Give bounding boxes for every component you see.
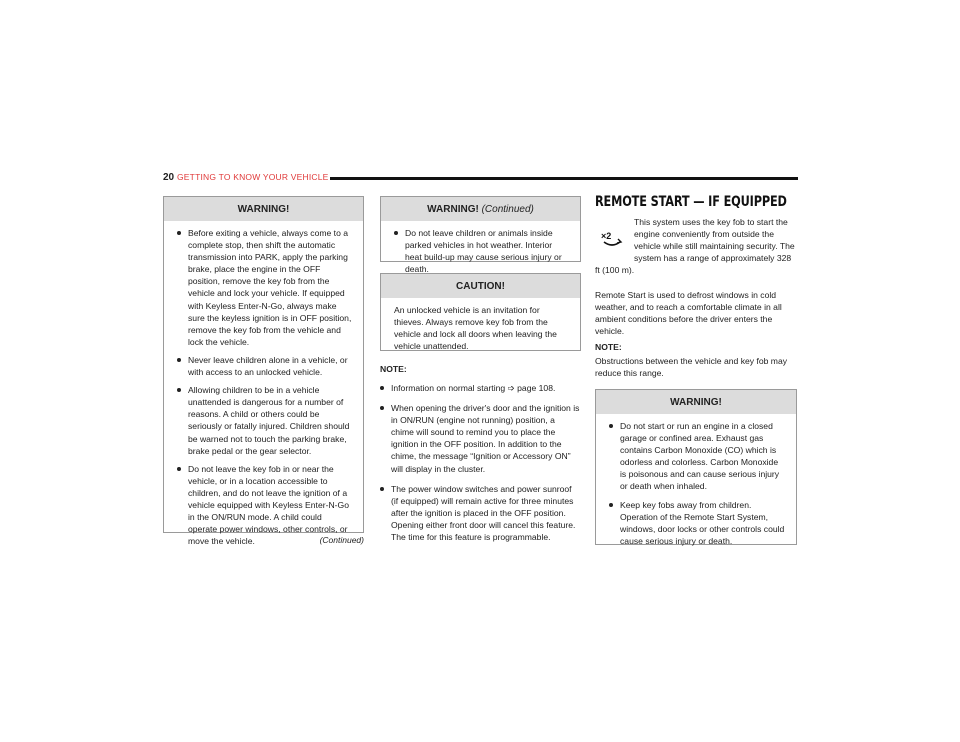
svg-text:×2: ×2 (601, 231, 612, 241)
right-warning-list (609, 420, 786, 547)
section-title: GETTING TO KNOW YOUR VEHICLE (177, 172, 329, 182)
middle-warning-heading: WARNING! (Continued) (381, 197, 580, 221)
list-item: Allowing children to be in a vehicle unattended is dangerous for a number of reasons. A child or others could be seriously or fatally injured. Children should be warned not to touch the parking brake, brake pedal or the gear selector. (177, 384, 353, 457)
note-heading: NOTE: (380, 364, 407, 374)
left-warning-heading: WARNING! (164, 197, 363, 221)
list-item: Never leave children alone in a vehicle, or with access to an unlocked vehicle. (177, 354, 353, 378)
caution-box (380, 273, 581, 351)
list-item: When opening the driver's door and the ignition is in ON/RUN (engine not running) position, a chime will sound to remind you to place the ignition in the OFF position. In addition to the chime, the message “Ignition or Accessory ON” will display in the cluster. (380, 402, 580, 475)
left-warning-list (177, 227, 353, 547)
caution-heading: CAUTION! (381, 274, 580, 298)
notes-list (380, 382, 580, 549)
list-item: Information on normal starting ➩ page 108. (380, 382, 580, 394)
list-item: Do not leave the key fob in or near the vehicle, or in a location accessible to children, and do not leave the ignition of a vehicle equipped with Keyless Enter-N-Go in the ON/RUN mode. A child could operate power windows, other controls, or move the vehicle. (177, 463, 353, 548)
section-heading: REMOTE START — IF EQUIPPED (595, 194, 787, 210)
caution-text: An unlocked vehicle is an invitation for thieves. Always remove key fob from the vehicle and lock all doors when leaving the vehicle unattended. (394, 305, 557, 352)
middle-warning-box (380, 196, 581, 275)
continued-suffix: (Continued) (481, 204, 534, 215)
remote-note-text: Obstructions between the vehicle and key fob may reduce this range. (595, 356, 788, 379)
page-number: 20 (163, 172, 175, 183)
header-rule (330, 177, 798, 180)
list-item: The power window switches and power sunroof (if equipped) will remain active for three minutes after the ignition is placed in the OFF position. Opening either front door will cancel this feature. The time for this feature is programmable. (380, 483, 580, 543)
right-warning-heading: WARNING! (596, 390, 796, 414)
list-item: Before exiting a vehicle, always come to a complete stop, then shift the automatic transmission into PARK, apply the parking brake, place the engine in the OFF position, remove the key fob from the vehicle and lock your vehicle. If equipped with Keyless Enter-N-Go, always make sure the keyless ignition is in OFF position, remove the key fob from the vehicle and lock the vehicle. (177, 227, 353, 348)
list-item: Keep key fobs away from children. Operation of the Remote Start System, windows, door locks or other controls could cause serious injury or death. (609, 499, 786, 547)
list-item: Do not start or run an engine in a closed garage or confined area. Exhaust gas contains Carbon Monoxide (CO) which is odorless and colorless. Carbon Monoxide is poisonous and can cause serious injury or death when inhaled. (609, 420, 786, 493)
remote-start-paragraph: Remote Start is used to defrost windows in cold weather, and to reach a comfortable climate in all ambient conditions before the driver enters the vehicle. (595, 290, 782, 337)
remote-start-intro: This system uses the key fob to start the engine conveniently from outside the vehicle while still maintaining security. The system has a range of approximately 328 ft (100 m). (595, 217, 795, 276)
middle-warning-list (394, 227, 570, 275)
page-header (163, 172, 798, 186)
right-warning-box (595, 389, 797, 545)
continued-label: (Continued) (319, 535, 364, 545)
list-item: Do not leave children or animals inside parked vehicles in hot weather. Interior heat build-up may cause serious injury or death. (394, 227, 570, 275)
remote-note-heading: NOTE: (595, 342, 622, 352)
